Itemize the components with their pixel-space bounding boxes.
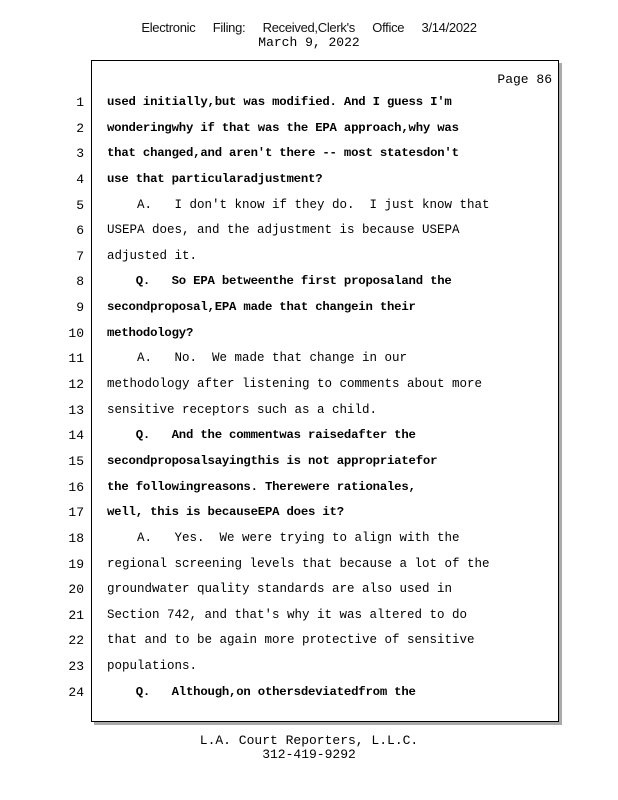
transcript-line: that and to be again more protective of sensitive [107,633,475,648]
line-number: 3 [76,146,84,162]
stamp-date: 3/14/2022 [421,20,477,35]
line-number: 6 [76,223,84,239]
transcript-line: USEPA does, and the adjustment is because USEPA [107,223,460,238]
stamp-electronic: Electronic [141,20,196,35]
line-number: 5 [76,197,84,213]
transcript-line: sensitive receptors such as a child. [107,402,378,417]
line-number: 19 [68,556,84,572]
line-number: 1 [76,95,84,110]
line-number: 17 [68,505,84,521]
transcript-line: A. No. We made that change in our [107,351,408,366]
line-number: 18 [68,530,84,546]
electronic-filing-stamp [0,20,618,35]
transcript-line: that changed,and aren't there -- most statesdon't [107,146,459,161]
transcript-line: Section 742, and that's why it was altered to do [107,607,468,622]
transcript-line: A. Yes. We were trying to align with the [107,530,460,545]
header-date: March 9, 2022 [258,35,360,50]
transcript-line: use that particularadjustment? [107,171,323,186]
transcript-line: Q. So EPA betweenthe first proposaland the [107,274,452,289]
line-number: 22 [68,633,84,649]
line-number: 12 [68,377,84,393]
stamp-received: Received,Clerk's [262,20,355,35]
transcript-line: Q. And the commentwas raisedafter the [107,428,416,443]
line-number: 24 [68,684,84,700]
transcript-line: secondproposalsayingthis is not appropriatefor [107,453,438,468]
transcript-line: well, this is becauseEPA does it? [107,505,344,520]
transcript-line: the followingreasons. Therewere rationales, [107,479,416,494]
line-number-column [60,90,84,705]
line-number: 9 [76,300,84,316]
transcript-text [107,90,552,705]
line-number: 21 [68,607,84,623]
line-number: 13 [68,402,84,418]
transcript-line: methodology? [107,325,194,340]
line-number: 2 [76,120,84,136]
line-number: 20 [68,582,84,598]
line-number: 14 [68,428,84,444]
transcript-line: regional screening levels that because a lot of the [107,556,490,571]
transcript-line: A. I don't know if they do. I just know that [107,197,490,212]
transcript-line: populations. [107,659,198,674]
transcript-line: used initially,but was modified. And I guess I'm [107,95,452,109]
line-number: 10 [68,325,84,341]
line-number: 8 [76,274,84,290]
transcript-line: wonderingwhy if that was the EPA approach,why was [107,120,459,135]
footer-phone: 312-419-9292 [262,747,356,762]
transcript-line: adjusted it. [107,248,198,263]
transcript-line: Q. Although,on othersdeviatedfrom the [107,684,416,699]
line-number: 4 [76,171,84,187]
transcript-line: groundwater quality standards are also used in [107,582,453,597]
transcript-line: secondproposal,EPA made that changein their [107,300,416,315]
stamp-filing: Filing: [212,20,246,35]
footer-company: L.A. Court Reporters, L.L.C. [199,733,419,748]
page-number: Page 86 [497,72,552,87]
line-number: 11 [68,351,84,367]
line-number: 23 [68,659,84,675]
stamp-office: Office [372,20,405,35]
line-number: 16 [68,479,84,495]
line-number: 7 [76,248,84,264]
line-number: 15 [68,453,84,469]
transcript-line: methodology after listening to comments about more [107,377,483,392]
